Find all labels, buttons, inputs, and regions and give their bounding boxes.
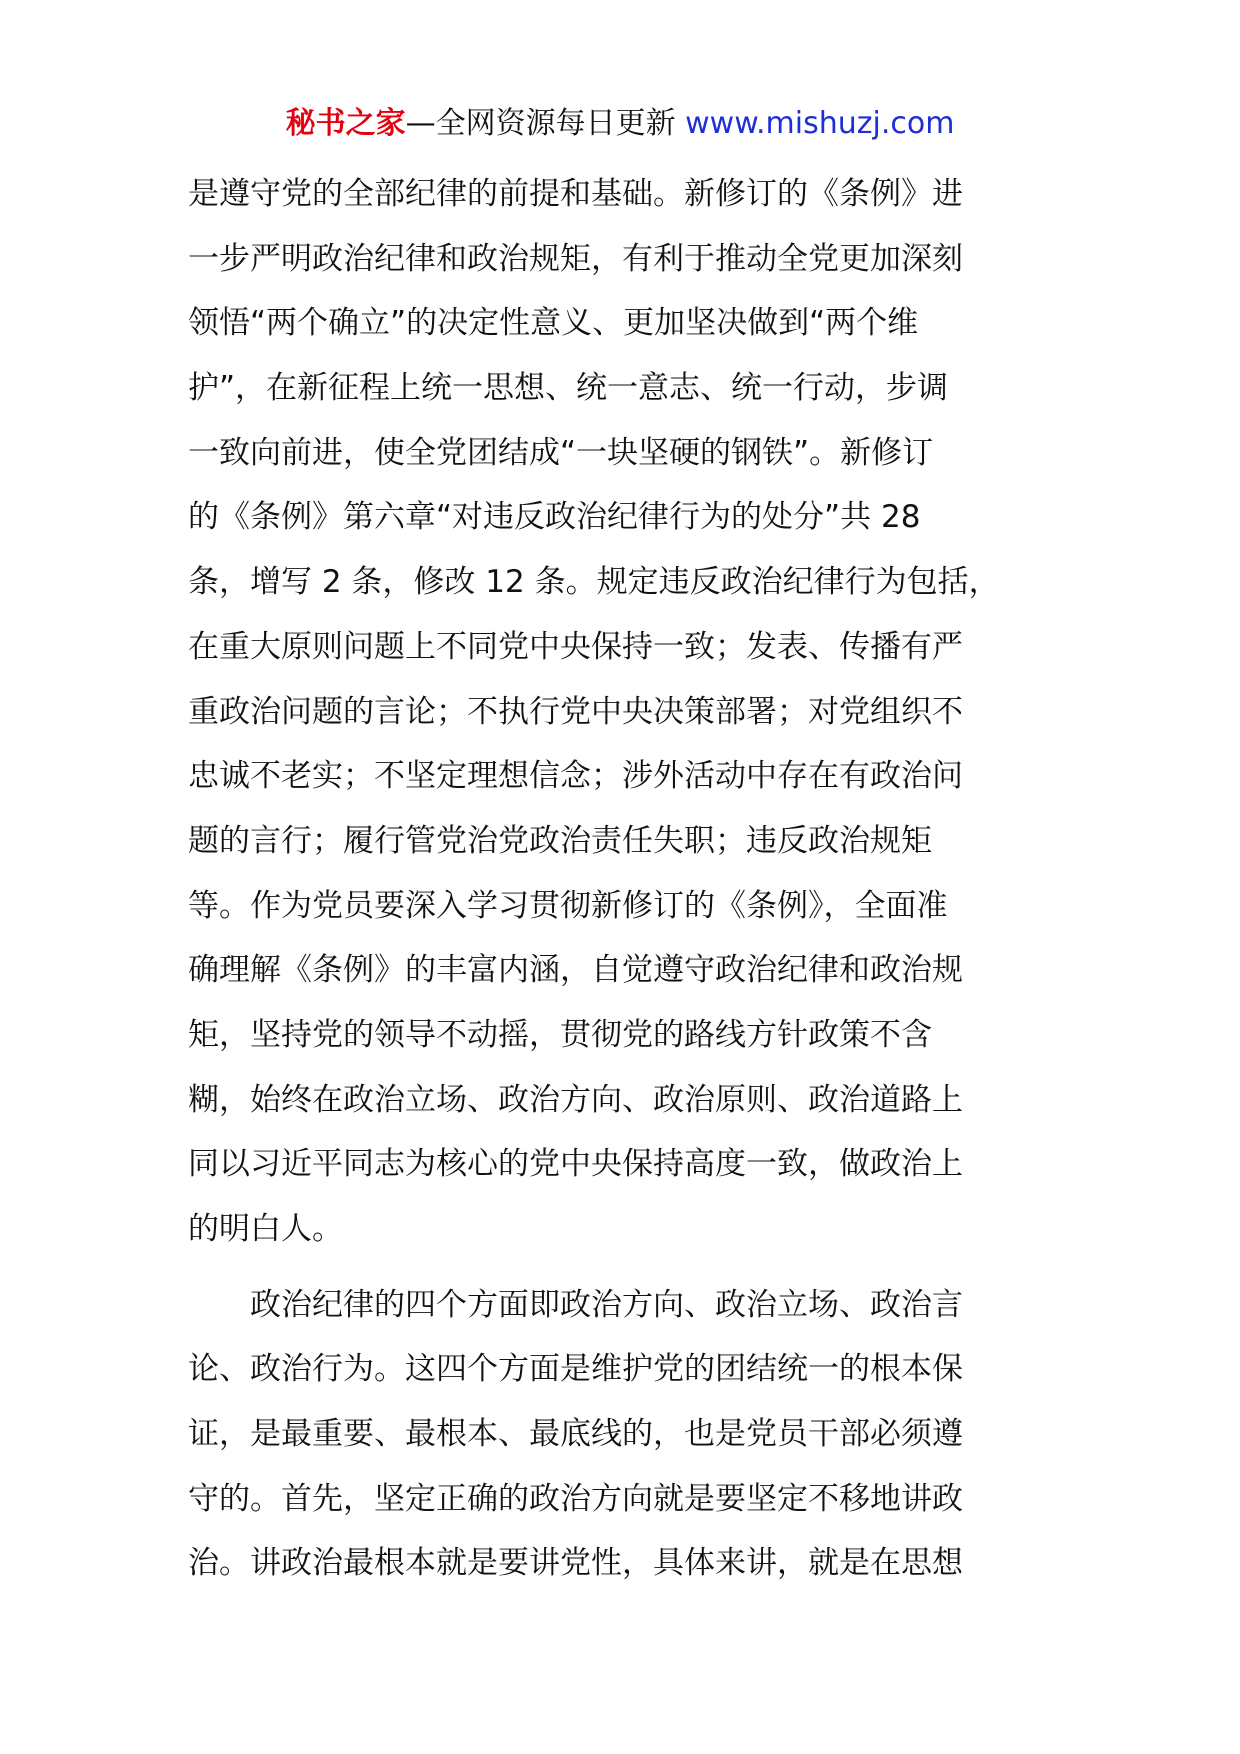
site-url-link[interactable]: www.mishuzj.com: [685, 106, 955, 141]
text-line: 一步严明政治纪律和政治规矩，有利于推动全党更加深刻: [188, 240, 963, 277]
text-line: 确理解《条例》的丰富内涵，自觉遵守政治纪律和政治规: [188, 952, 963, 989]
text-line: 糊，始终在政治立场、政治方向、政治原则、政治道路上: [188, 1081, 963, 1118]
text-line: 证，是最重要、最根本、最底线的，也是党员干部必须遵: [188, 1416, 963, 1453]
text-line: 等。作为党员要深入学习贯彻新修订的《条例》，全面准: [188, 887, 948, 924]
text-line: 同以习近平同志为核心的党中央保持高度一致，做政治上: [188, 1146, 963, 1183]
text-line: 政治纪律的四个方面即政治方向、政治立场、政治言: [188, 1286, 963, 1323]
text-line: 论、政治行为。这四个方面是维护党的团结统一的根本保: [188, 1351, 963, 1388]
brand-name: 秘书之家: [285, 106, 406, 141]
text-line: 重政治问题的言论；不执行党中央决策部署；对党组织不: [188, 693, 963, 730]
text-line: 的《条例》第六章“对违反政治纪律行为的处分”共 28: [188, 499, 921, 536]
text-line: 题的言行；履行管党治党政治责任失职；违反政治规矩: [188, 822, 932, 859]
paragraph-spacer: [188, 1262, 1058, 1273]
text-line: 在重大原则问题上不同党中央保持一致；发表、传播有严: [188, 628, 963, 665]
text-line: 矩，坚持党的领导不动摇，贯彻党的路线方针政策不含: [188, 1016, 932, 1053]
text-line: 忠诚不老实；不坚定理想信念；涉外活动中存在有政治问: [188, 758, 963, 795]
text-line: 条，增写 2 条，修改 12 条。规定违反政治纪律行为包括，: [188, 564, 1000, 601]
text-line: 领悟“两个确立”的决定性意义、更加坚决做到“两个维: [188, 305, 919, 342]
site-header: [0, 100, 1240, 148]
document-body: [188, 162, 1058, 1596]
text-line: 护”，在新征程上统一思想、统一意志、统一行动，步调: [188, 370, 949, 407]
paragraph-2: [188, 1273, 1058, 1596]
paragraph-1: [188, 162, 1058, 1262]
text-line: 守的。首先，坚定正确的政治方向就是要坚定不移地讲政: [188, 1480, 963, 1517]
text-line: 治。讲政治最根本就是要讲党性，具体来讲，就是在思想: [188, 1545, 963, 1582]
text-line: 一致向前进，使全党团结成“一块坚硬的钢铁”。新修订: [188, 434, 934, 471]
header-tagline: —全网资源每日更新: [405, 106, 676, 141]
text-line: 的明白人。: [188, 1211, 343, 1247]
text-line: 是遵守党的全部纪律的前提和基础。新修订的《条例》进: [188, 176, 963, 212]
